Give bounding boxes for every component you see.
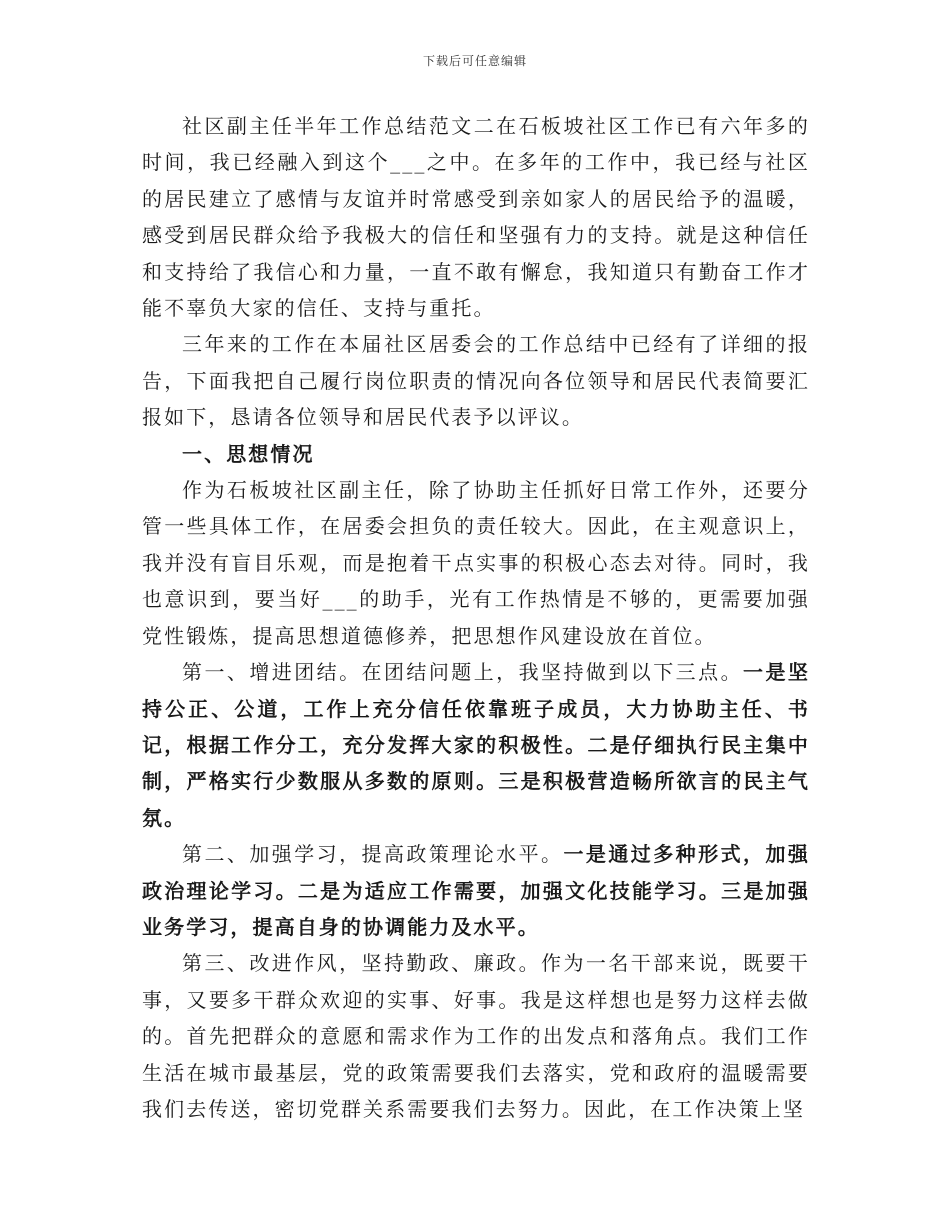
intro-paragraph: 社区副主任半年工作总结范文二在石板坡社区工作已有六年多的时间，我已经融入到这个___之中。在多年的工作中，我已经与社区的居民建立了感情与友谊并时常感受到亲如家人的居民给予的温暖，感受到居民群众给予我极大的信任和坚强有力的支持。就是这种信任和支持给了我信心和力量，一直不敢有懈怠，我知道只有勤奋工作才能不辜负大家的信任、支持与重托。 — [142, 114, 810, 321]
section-heading: 一、思想情况 — [182, 441, 315, 466]
report-paragraph: 三年来的工作在本届社区居委会的工作总结中已经有了详细的报告，下面我把自己履行岗位职责的情况向各位领导和居民代表简要汇报如下，恳请各位领导和居民代表予以评议。 — [142, 332, 810, 430]
unity-bold-text: 一是坚持公正、公道，工作上充分信任依靠班子成员，大力协助主任、书记，根据工作分工，充分发挥大家的积极性。二是仔细执行民主集中制，严格实行少数服从多数的原则。三是积极营造畅所欲言的民主气氛。 — [142, 660, 810, 830]
page-header: 下载后可任意编辑 — [422, 54, 527, 68]
unity-paragraph — [142, 654, 810, 836]
thought-paragraph: 作为石板坡社区副主任，除了协助主任抓好日常工作外，还要分管一些具体工作，在居委会担负的责任较大。因此，在主观意识上，我并没有盲目乐观，而是抱着干点实事的积极心态去对待。同时，我也意识到，要当好___的助手，光有工作热情是不够的，更需要加强党性锻炼，提高思想道德修养，把思想作风建设放在首位。 — [142, 478, 810, 648]
unity-lead: 第一、增进团结。在团结问题上，我坚持做到以下三点。 — [182, 660, 744, 685]
study-paragraph — [142, 836, 810, 945]
style-paragraph: 第三、改进作风，坚持勤政、廉政。作为一名干部来说，既要干事，又要多干群众欢迎的实事、好事。我是这样想也是努力这样去做的。首先把群众的意愿和需求作为工作的出发点和落角点。我们工作生活在城市最基层，党的政策需要我们去落实，党和政府的温暖需要我们去传送，密切党群关系需要我们去努力。因此，在工作决策上坚 — [142, 951, 810, 1121]
document-body — [142, 108, 810, 1127]
study-lead: 第二、加强学习，提高政策理论水平。 — [182, 842, 564, 867]
study-bold-text: 一是通过多种形式，加强政治理论学习。二是为适应工作需要，加强文化技能学习。三是加强业务学习，提高自身的协调能力及水平。 — [142, 842, 810, 939]
